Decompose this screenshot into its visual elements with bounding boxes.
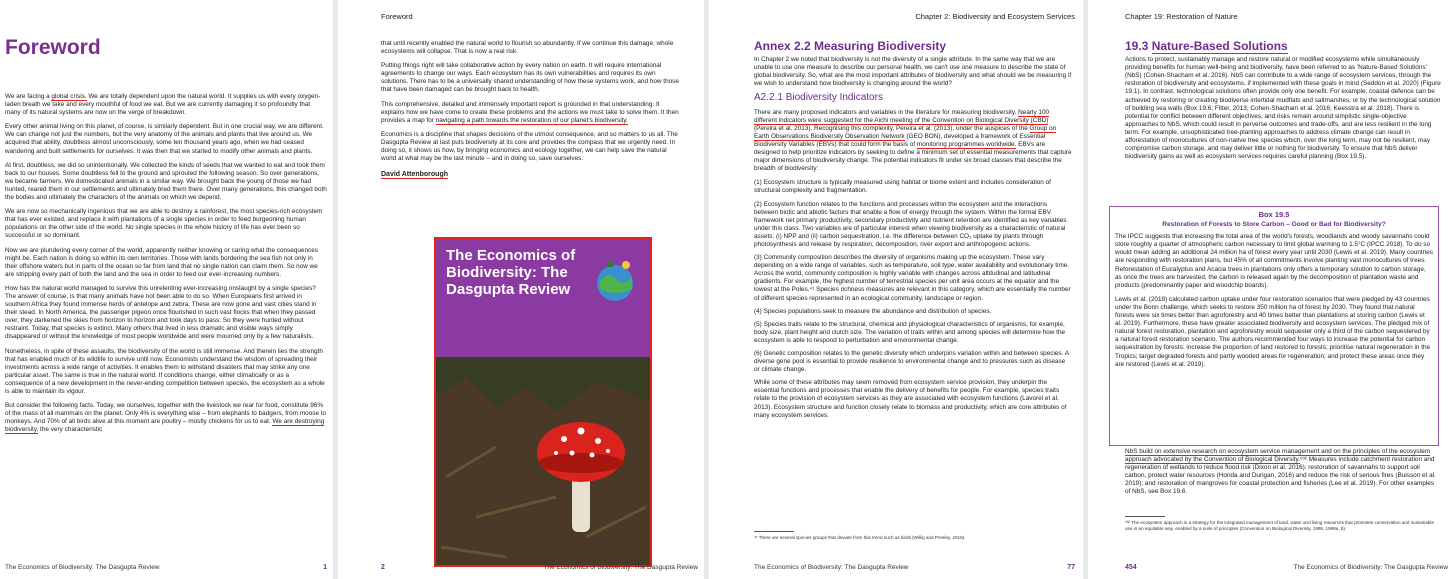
page-number: 1 (323, 564, 327, 571)
text: (Pereira et al. 2013). Recognising this complexity, Pereira et al. (2013), under the auspices of the (754, 124, 1030, 132)
section-number: 19.3 (1125, 39, 1152, 53)
paragraph: How has the natural world managed to survive this unrelenting ever-increasing onslaught by a single species? The answer of course, is that many animals have not been able to do so. When Europeans first arrived in southern Africa they found immense herds of antelope and zebra. These are now gone and vast cities stand in their stead. In North America, the passenger pigeon once flourished in such vast flocks that when they passed over, they darkened the skies from horizon to horizon and took days to pass. So they were hunted without restraint. Today, that species is extinct. Many others that lived in less dramatic and visible ways simply disappeared or without the knowledge of most people worldwide and were mourned only by a few naturalists. (5, 284, 317, 341)
paragraph (381, 101, 681, 125)
paragraph (5, 402, 327, 434)
section-body-continued (1125, 448, 1441, 503)
footnote: ⁵³² The ecosystem approach is a strategy for the integrated management of land, water and living resources that promotes conservation and sustainable use in an equitable way, enabled by a suite of principles (Convention on Biological Diversity, 1995, 1998a, b). (1125, 520, 1435, 531)
page-title: Foreword (5, 36, 101, 59)
paragraph: Actions to protect, sustainably manage and restore natural or modified ecosystems while simultaneously providing benefits for human well-being and biodiversity, have been referred to as 'Nature-Based Solutions' (NbS) (Cohen-Shacham et al. 2016). NbS can contribute to a wide range of ecosystem services, through the restoration of biodiversity and ecosystems, if implemented with these goals in mind (Seddon et al. 2020) (Figure 19.1). In contrast, technological solutions often provide only one benefit. For example, coastal defence can be achieved by restoring or creating biodiverse intertidal mudflats and saltmarshes, or by the technological solution of building sea walls (Box 19.6; Fitter, 2013; Cohen-Shacham et al. 2016; Keesstra et al. 2018). There is potential for conflict between different objectives, and risks remain around simplistic single-objective approaches to NbS, which could result in perverse outcomes and trade-offs, and are less resilient in the long term. For example, unsophisticated tree-planting approaches to address climate change can result in afforestation of monocultures of non-native tree species which, over the long term, may not be resilient, may compromise carbon storage, and may deliver little or nothing for biodiversity. To ensure that NbS deliver biodiversity gains as well as ecosystem services requires careful planning (Box 19.5). (1125, 56, 1441, 161)
list-item: (6) Genetic composition relates to the genetic diversity which underpins variation within and between species. A diverse gene pool is essential to provide resilience to environmental change and to pressures such as disease or climate change. (754, 350, 1069, 374)
page-foreword-2 (338, 0, 704, 579)
highlight-underline: Nature-Based Solutions (1151, 39, 1288, 53)
paragraph: Every other animal living on this planet, of course, is similarly dependent. But in one crucial way, we are different. We can change not just the numbers, but the very anatomy of the animals and plants that live around us. We acquired that ability, doubtless almost unconsciously, some ten thousand years ago, when we had ceased wandering and built settlements for ourselves. It was then that we started to modify other animals and plants. (5, 123, 324, 155)
paragraph (1125, 448, 1441, 497)
text: (GEO BON), developed a framework of Essential Biodiversity Variables (EBVs) that could form the basis of (754, 132, 1046, 148)
globe-illustration-icon (586, 253, 644, 303)
section-title (1125, 39, 1441, 53)
list-item: (1) Ecosystem structure is typically measured using habitat or biome extent and includes consideration of structural complexity and fragmentation. (754, 179, 1051, 195)
text: This comprehensive, detailed and immensely important report is grounded in that understanding. It explains how we have come to create these problems and the actions we must take to solve them. It then provides a map for (381, 100, 679, 124)
cover-photo (436, 357, 650, 567)
box-19-5 (1109, 206, 1439, 446)
paragraph: The IPCC suggests that increasing the total area of the world's forests, woodlands and woody savannahs could store roughly a quarter of atmospheric carbon necessary to limit global warming to 1.5°C (IPCC 2018). To do so would mean adding an additional 24 million ha of forest every year until 2030 (Lewis et al. 2019). Many countries are responding with restoration plans, but 45% of all commitments involve planting vast monocultures of trees. Reforestation of Eucalyptus and Acacia trees in plantations only offers a temporary solution to carbon storage, as once the trees are harvested, the carbon is released again by the decomposition of plantation waste and products (predominantly paper and woodchip boards). (1115, 233, 1433, 289)
running-header: Chapter 2: Biodiversity and Ecosystem Services (915, 12, 1075, 21)
indicator-list (754, 179, 1072, 374)
page-foreword-1 (0, 0, 333, 579)
paragraph: Now we are plundering every corner of the world, apparently neither knowing or caring what the consequences might be. Each nation is doing so within its own territories. Those with lands bordering the sea fish not only in their offshore waters but in parts of the ocean so far from land that no single nation can claim them. So now we are stripping every part of both the land and the sea in order to feed our ever-increasing numbers. (5, 246, 318, 278)
page-number (381, 564, 385, 571)
text: We are totally dependent upon the natural world. It supplies us with every oxygen-laden breath we take and every mouthful of food we eat. But we are currently damaging it so profoundly that many of its natural systems are now on the verge of breakdown. (5, 93, 321, 117)
box-subtitle: Restoration of Forests to Store Carbon – Good or Bad for Biodiversity? (1162, 221, 1386, 229)
text: But consider the following facts. Today, we ourselves, together with the livestock we rear for food, constitute 96% of the mass of all mammals on the planet. Only 4% is everything else – from elephants to badgers, from moose to monkeys. And 70% of all birds alive at this moment are poultry – mostly chickens for us to eat. (5, 402, 327, 426)
footnote: ⁴¹ There are several species groups that deviate from this trend such as birds (Willig and Presley, 2018). (754, 535, 966, 540)
highlight-underline: Group on Earth Observations Biodiversity Observation Network (754, 124, 1057, 140)
list-item: (3) Community composition describes the diversity of organisms making up the ecosystem. These vary depending on a wide range of variables, such as temperature, soil type, water availability and evolutionary time. Across the world, community composition is highly variable with changes across altitudinal and latitudinal gradients. For example, the highest number of terrestrial species per unit area occurs at the equator and the lowest at the Poles.⁴¹ Species richness measures are relevant in this category, which are essentially the number of different species represented in an ecological community, landscape or region. (754, 254, 1071, 302)
paragraph (5, 93, 327, 117)
highlight-underline: NbS build on extensive research on ecosystem service management and on the principles of the ecosystem approach advocated by the Convention of Biological Diversity. (1125, 448, 1431, 464)
paragraph: Nonetheless, in spite of these assaults, the biodiversity of the world is still immense. And therein lies the strength that has enabled much of its wildlife to survive until now. Economists understand the wisdom of spreading their investments across a wide range of activities. It enables them to withstand disasters that may strike any one particular asset. The same is true in the natural world. If conditions change, either climatically or as a consequence of a new development in the never-ending competition between species, the ecosystem as a whole is able to maintain its vigour. (5, 347, 325, 395)
paragraph: Economics is a discipline that shapes decisions of the utmost consequence, and so matters to us all. The Dasgupta Review at last puts biodiversity at its core and provides the compass that we urgently need. In doing so, it shows us how, by bringing economics and ecology together, we can help save the natural world at what may be the last minute – and in doing so, save ourselves. (381, 130, 678, 163)
page-number-value: 2 (381, 564, 385, 571)
subsection-title: A2.2.1 Biodiversity Indicators (754, 92, 883, 104)
highlight-underline: monitoring programmes worldwide. (916, 140, 1017, 148)
signature-line (381, 171, 681, 179)
paragraph: Putting things right will take collaborative action by every nation on earth. It will require international agreements to change our ways. Each ecosystem has its own vulnerabilities and requires its own solutions. There has to be a universally shared understanding of how these systems work, and how those that have been damaged can be brought back to health. (381, 62, 679, 94)
section-body (1125, 39, 1441, 167)
text: the very characteristic (38, 426, 103, 434)
running-header: Chapter 19: Restoration of Nature (1125, 12, 1238, 21)
running-header: Foreword (381, 12, 413, 21)
page-footer: The Economics of Biodiversity: The Dasgupta Review (754, 564, 909, 571)
paragraph: Lewis et al. (2019) calculated carbon uptake under four restoration scenarios that were pledged by 43 countries under the Bonn challenge, which seeks to restore 350 million ha of forest by 2030. They found that natural forests were six times better than agroforestry and 40 times better than plantations at storing carbon (Lewis et al. 2019). Furthermore, these have greater associated biodiversity and ecosystem services. The pledged mix of natural forest restoration, plantation and agroforestry would sequester only a third of the carbon sequestered by a natural forest restoration scenario. The authors recommended four ways to increase the potential for carbon sequestration by forests: increase the proportion of land restored to forests; prioritise natural regeneration in the Tropics; target degraded forests and partly wooded areas for regeneration; and protect these areas once they are restored (Lewis et al. 2019). (1115, 295, 1431, 368)
list-item: (5) Species traits relate to the structural, chemical and physiological characteristics of organisms, for example, body size, plant height and clutch size. The variation of traits within and among species will determine how the ecosystem is able to respond to perturbation and environmental change. (754, 320, 1066, 344)
foreword-body (5, 93, 327, 440)
footnote-rule (1125, 516, 1165, 517)
page-footer: The Economics of Biodiversity: The Dasgupta Review (5, 564, 160, 571)
highlight-underline: We are destroying biodiversity, (5, 418, 325, 434)
paragraph (754, 109, 1072, 174)
highlight-underline: global crisis. (51, 93, 87, 100)
text: EBVs are designed to help prioritize indicators by seeking to define a minimum set of essential measurements that capture major dimensions of biodiversity change. The potential indicators fit under six broad classes that describe the breadth of biodiversity: (754, 140, 1072, 173)
highlight-underline: Nearly 100 different indicators were suggested for the Aichi meeting of the Convention on Biological Diversity (CBD) (754, 108, 1050, 124)
page-annex-2-2 (709, 0, 1083, 579)
paragraph: that until recently enabled the natural world to flourish so abundantly. If we continue this damage, whole ecosystems will collapse. That is now a real risk. (381, 40, 674, 56)
foreword-body (381, 40, 681, 185)
paragraph: In Chapter 2 we noted that biodiversity is not the diversity of a single attribute. In the same way that we are unable to use one measure to describe our personal health, we can't use one measure to describe the state of global biodiversity. So, what are the most important attributes of biodiversity and what should we be measuring if we wish to understand how biodiversity is changing around the world? (754, 56, 1072, 88)
text: We are facing a (5, 93, 52, 100)
page-footer: The Economics of Biodiversity: The Dasgupta Review (543, 564, 698, 571)
annex-body (754, 39, 1072, 426)
cover-title: The Economics of Biodiversity: The Dasgupta Review (446, 247, 576, 298)
highlight-underline: navigating a path towards the restoration of our planet's biodiversity. (435, 116, 628, 124)
footnote-rule (754, 531, 794, 532)
box-title: Box 19.5 (1258, 210, 1290, 219)
page-number: 77 (1067, 564, 1075, 571)
mushroom-photo-icon (436, 357, 652, 567)
report-cover-image (434, 237, 652, 567)
page-chapter-19 (1088, 0, 1456, 579)
signature: David Attenborough (381, 171, 449, 179)
list-item: (4) Species populations seek to measure the abundance and distribution of species. (754, 307, 992, 315)
paragraph: At first, doubtless, we did so unintentionally. We collected the kinds of seeds that we wanted to eat and took them back to our houses. Some doubtless fell to the ground and sprouted the following season. So over generations, we became farmers. We domesticated animals in a similar way. We brought back the young of those we had hunted, reared them in our settlements and ultimately bred them there. Over many generations, this changed both the bodies and ultimately the characters of the animals on which we depend. (5, 161, 327, 202)
list-item: (2) Ecosystem function relates to the functions and processes within the ecosystem and the interactions between biotic and abiotic factors that enable a flow of energy through the system. Within the formal EBV framework net primary productivity, secondary productivity and nutrient retention are identified as key variables under this class. Two variables are of particular interest when viewing biodiversity as a characteristic of natural assets: (i) NPP and (ii) carbon sequestration, i.e. the difference between CO₂ uptake by plants through photosynthesis and release by respiration, decomposition, river export and anthropogenic actions. (754, 200, 1067, 248)
paragraph: While some of these attributes may seem removed from ecosystem service provision, they underpin the essential functions and processes that enable the delivery of benefits for people. For example, species traits relate to the provision of ecosystem services as they are associated with ecosystem functions (Lavorel et al. 2013). Ecosystem structure and function closely relate to biomass and productivity, which are core attributes of many ecosystem services. (754, 379, 1067, 419)
section-title: Annex 2.2 Measuring Biodiversity (754, 39, 947, 53)
text: There are many proposed indicators and variables in the literature for measuring biodiversity. (754, 108, 1019, 116)
page-number: 454 (1125, 564, 1137, 571)
paragraph: We are now so mechanically ingenious that we are able to destroy a rainforest, the most species-rich ecosystem that has ever existed, and replace it with plantations of a single species in order to feed burgeoning human populations on the other side of the world. No single species in the whole history of life has ever been so successful or so dominant. (5, 208, 323, 240)
page-footer: The Economics of Biodiversity: The Dasgupta Review (1293, 564, 1448, 571)
text: ⁵³² Measures include catchment restoration and regeneration of wetlands to reduce flood risk (Dixon et al. 2016); restoration of savannahs to support soil carbon, protect water resources (Honda and Durigan, 2016) and reduce the risk of serious fires (Buisson et al. 2019); and restoration of mangroves for coastal protection and fisheries (Lee et al. 2019). For other examples of NbS, see Box 19.6. (1125, 456, 1436, 496)
